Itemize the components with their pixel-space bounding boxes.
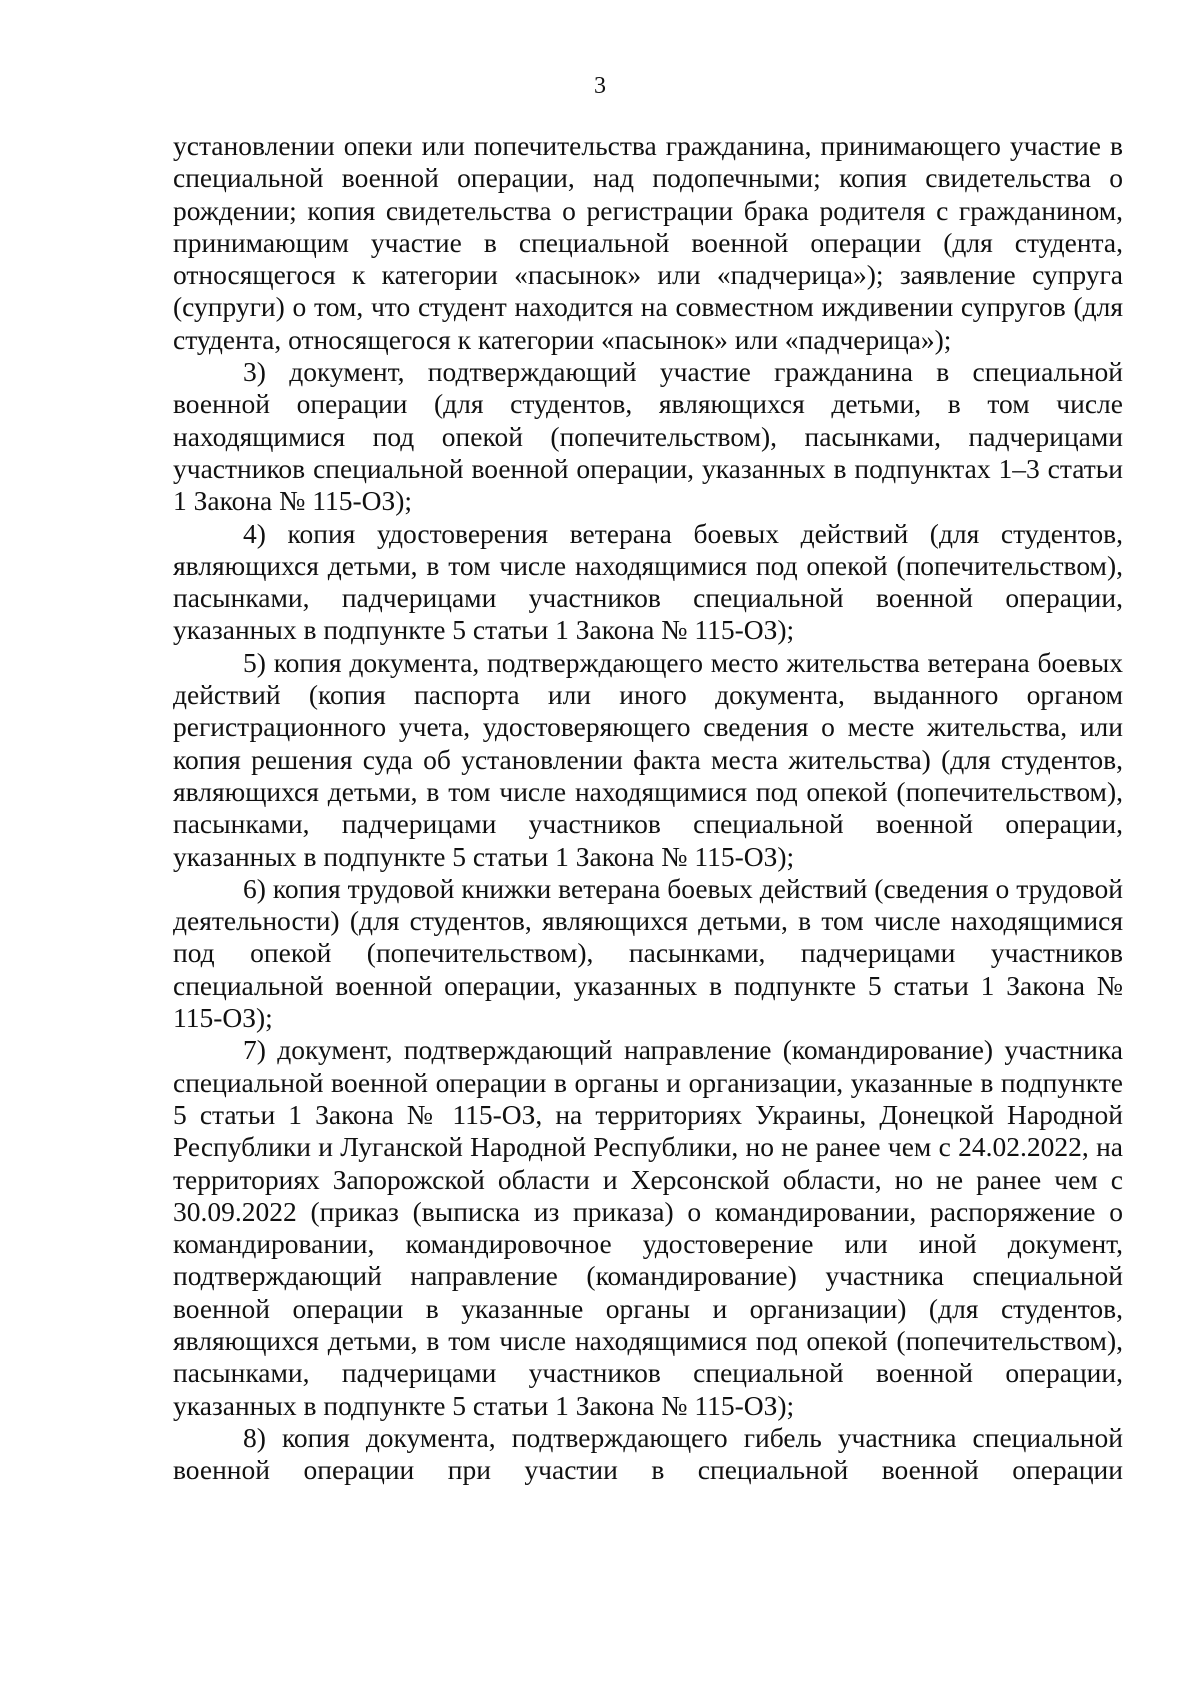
paragraph-item-7: 7) документ, подтверждающий направление (командирование) участника специальной военной операции в органы и организации, указанные в подпункте 5 статьи 1 Закона № 115-ОЗ, на территориях Украины, Донецкой Народной Республики и Луганской Народной Республики, но не ранее чем с 24.02.2022, на территориях Запорожской области и Херсонской области, но не ранее чем с 30.09.2022 (приказ (выписка из приказа) о командировании, распоряжение о командировании, командировочное удостоверение или иной документ, подтверждающий направление (командирование) участника специальной военной операции в указанные органы и организации) (для студентов, являющихся детьми, в том числе находящимися под опекой (попечительством), пасынками, падчерицами участников специальной военной операции, указанных в подпункте 5 статьи 1 Закона № 115-ОЗ); (173, 1034, 1123, 1421)
paragraph-item-3: 3) документ, подтверждающий участие гражданина в специальной военной операции (для студентов, являющихся детьми, в том числе находящимися под опекой (попечительством), пасынками, падчерицами участников специальной военной операции, указанных в подпунктах 1–3 статьи 1 Закона № 115-ОЗ); (173, 356, 1123, 517)
page-number: 3 (594, 73, 606, 99)
paragraph-continuation: установлении опеки или попечительства гражданина, принимающего участие в специальной военной операции, над подопечными; копия свидетельства о рождении; копия свидетельства о регистрации брака родителя с гражданином, принимающим участие в специальной военной операции (для студента, относящегося к категории «пасынок» или «падчерица»); заявление супруга (супруги) о том, что студент находится на совместном иждивении супругов (для студента, относящегося к категории «пасынок» или «падчерица»); (173, 130, 1123, 355)
paragraph-item-6: 6) копия трудовой книжки ветерана боевых действий (сведения о трудовой деятельности) (для студентов, являющихся детьми, в том числе находящимися под опекой (попечительством), пасынками, падчерицами участников специальной военной операции, указанных в подпункте 5 статьи 1 Закона № 115-ОЗ); (173, 872, 1123, 1034)
document-body (173, 130, 1123, 1486)
paragraph-item-5: 5) копия документа, подтверждающего место жительства ветерана боевых действий (копия паспорта или иного документа, выданного органом регистрационного учета, удостоверяющего сведения о месте жительства, или копия решения суда об установлении факта места жительства) (для студентов, являющихся детьми, в том числе находящимися под опекой (попечительством), пасынками, падчерицами участников специальной военной операции, указанных в подпункте 5 статьи 1 Закона № 115-ОЗ); (173, 646, 1123, 872)
paragraph-item-4: 4) копия удостоверения ветерана боевых действий (для студентов, являющихся детьми, в том числе находящимися под опекой (попечительством), пасынками, падчерицами участников специальной военной операции, указанных в подпункте 5 статьи 1 Закона № 115-ОЗ); (173, 517, 1123, 646)
paragraph-item-8: 8) копия документа, подтверждающего гибель участника специальной военной операции при участии в специальной военной операции (173, 1421, 1123, 1486)
